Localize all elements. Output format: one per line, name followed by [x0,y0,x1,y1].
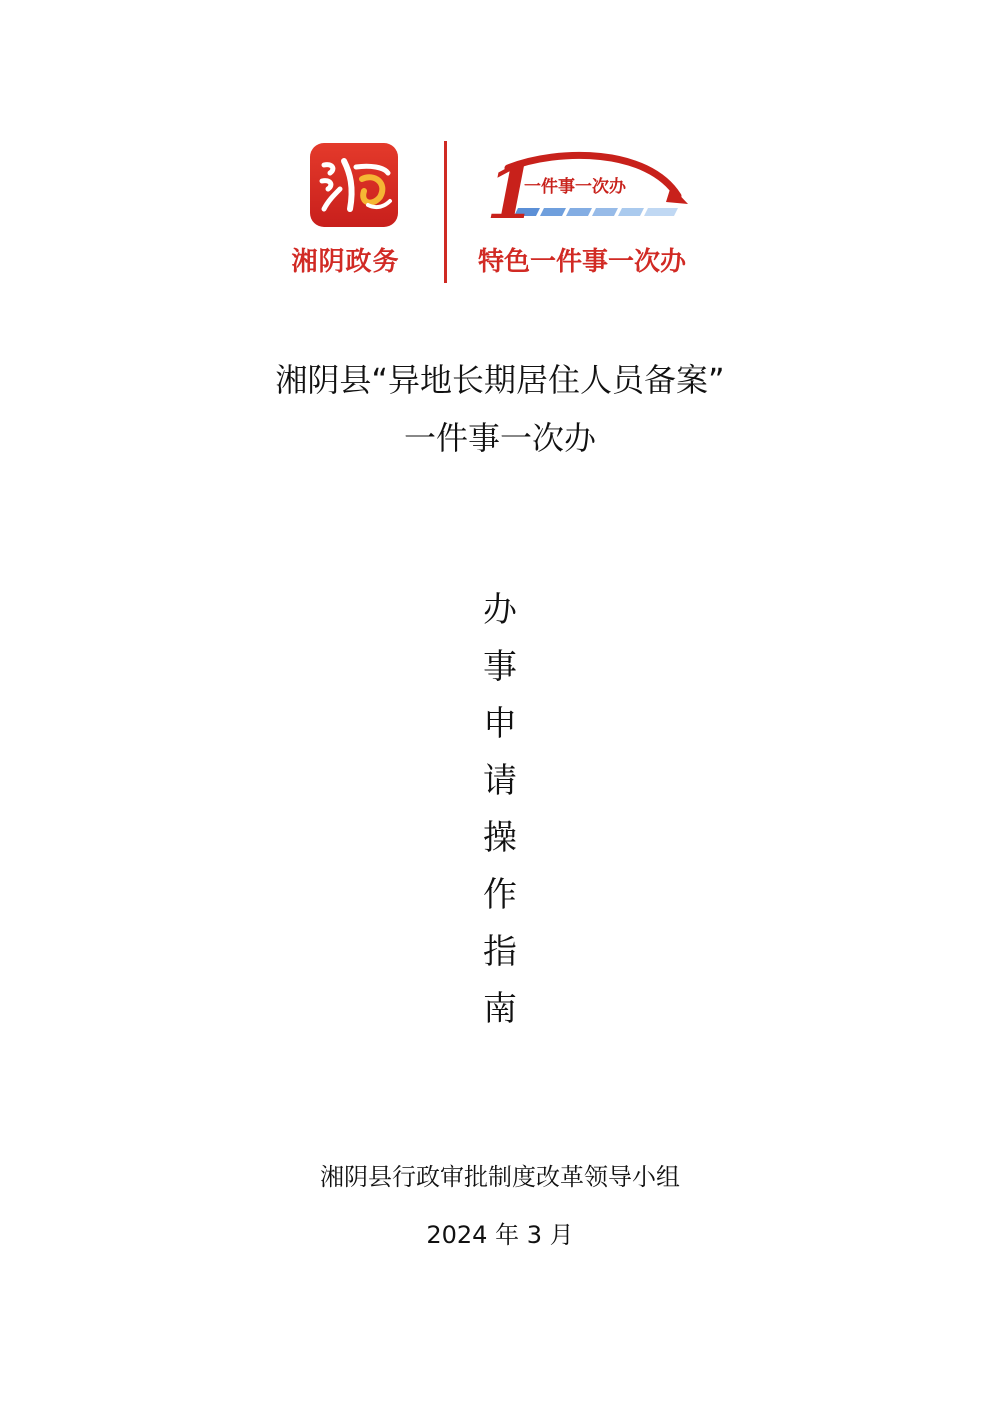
vertical-char: 办 [483,590,517,630]
numeral-one: 1 [486,150,537,231]
issuing-organization: 湘阴县行政审批制度改革领导小组 [320,1163,680,1191]
logo-divider [444,141,447,283]
banner-text: 一件事一次办 [524,177,626,197]
yijianshi-emblem [478,146,708,231]
guide-vertical-title [475,582,525,1038]
xiangyin-app-icon [310,143,398,227]
vertical-char: 操 [483,818,517,858]
vertical-char: 指 [483,932,517,972]
xiangyin-brand-text: 湘阴政务 [291,247,400,277]
vertical-char: 南 [483,989,517,1029]
yijianshi-brand-text: 特色一件事一次办 [478,247,687,277]
vertical-char: 申 [483,704,517,744]
vertical-char: 请 [483,761,517,801]
vertical-char: 事 [483,647,517,687]
issue-date: 2024 年 3 月 [426,1221,574,1249]
vertical-char: 作 [483,875,517,915]
document-title-line2: 一件事一次办 [403,419,596,457]
yijianshi-logo [478,146,738,286]
document-title-line1: 湘阴县“异地长期居住人员备案” [275,361,725,399]
